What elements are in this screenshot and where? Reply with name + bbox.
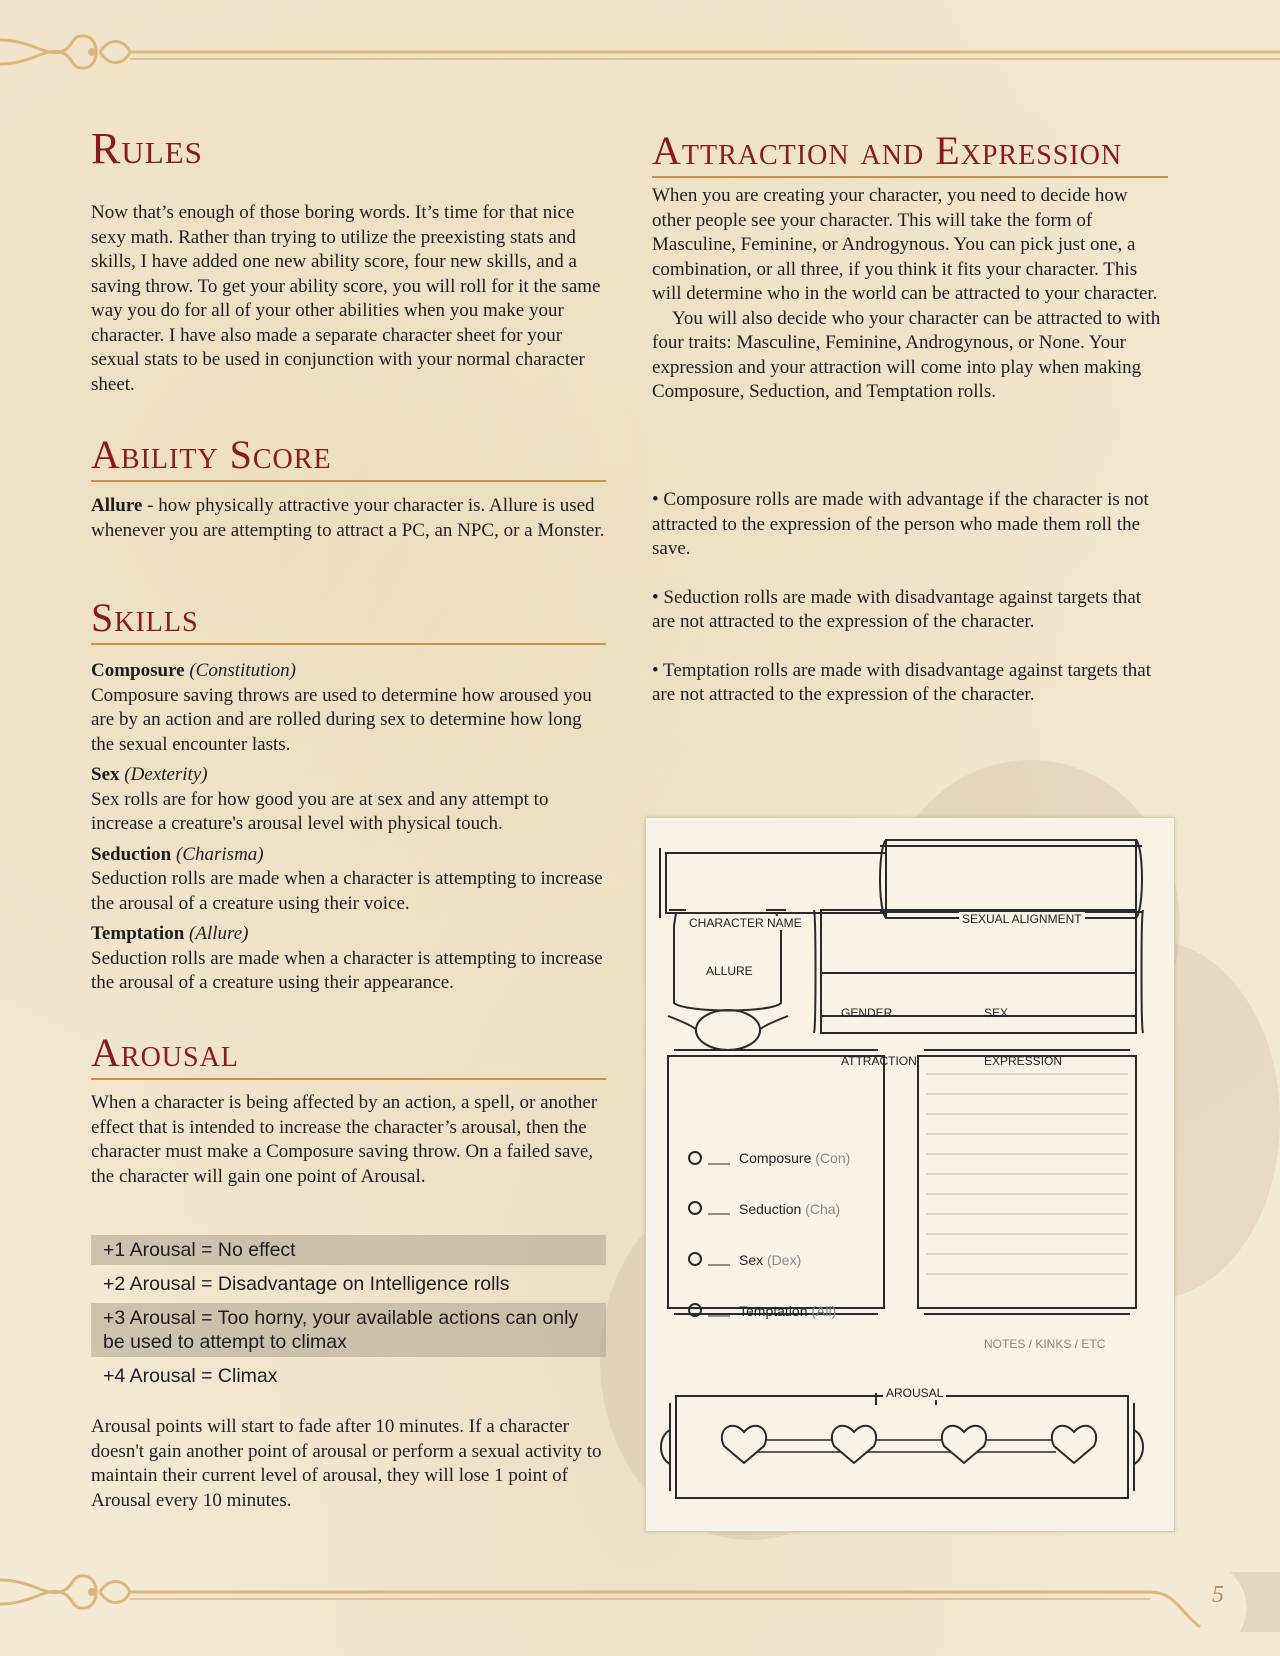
sheet-skill-sex: Sex (Dex) xyxy=(739,1252,802,1268)
skill-temptation xyxy=(91,922,606,996)
skill-sex xyxy=(91,763,606,837)
arousal-level-row: +2 Arousal = Disadvantage on Intelligence rolls xyxy=(103,1273,510,1295)
arousal-level-row: +3 Arousal = Too horny, your available actions can only be used to attempt to climax xyxy=(91,1303,606,1357)
character-sheet xyxy=(645,817,1175,1532)
expression-label: EXPRESSION xyxy=(984,1054,1063,1068)
skills-heading: Skills xyxy=(91,595,606,645)
skill-composure xyxy=(91,659,606,757)
sex-label: SEX xyxy=(984,1006,1009,1020)
skill-description: Composure saving throws are used to determine how aroused you are by an action and are rolled during sex to determine how long the sexual encounter lasts. xyxy=(91,684,592,755)
sheet-skill-temptation: Temptation (All) xyxy=(739,1303,837,1319)
skill-seduction xyxy=(91,843,606,917)
skills-list xyxy=(91,659,606,1002)
bullet-item: • Seduction rolls are made with disadvantage against targets that are not attracted to the expression of the character. xyxy=(652,586,1142,632)
allure-term: Allure xyxy=(91,495,143,516)
allure-description: - how physically attractive your character is. Allure is used whenever you are attempting to attract a PC, an NPC, or a Monster. xyxy=(91,495,605,541)
arousal-level-row: +4 Arousal = Climax xyxy=(103,1365,278,1387)
character-name-label: CHARACTER NAME xyxy=(686,916,805,930)
rules-section xyxy=(91,201,606,397)
skill-ability: (Constitution) xyxy=(189,660,296,681)
arousal-paragraph: When a character is being affected by an action, a spell, or another effect that is intended to increase the character’s arousal, then the character must make a Composure saving throw. On a failed save, the character will gain one point of Arousal. xyxy=(91,1092,598,1187)
skill-ability: (Charisma) xyxy=(171,843,264,865)
rules-heading: Rules xyxy=(91,124,203,173)
skill-name: Sex xyxy=(91,764,120,785)
attraction-bullets xyxy=(652,488,1168,732)
arousal-fade-paragraph: Arousal points will start to fade after 10 minutes. If a character doesn't gain another point of arousal or perform a sexual activity to maintain their current level of arousal, they will lose 1 point of Arousal every 10 minutes. xyxy=(91,1416,602,1511)
notes-label: NOTES / KINKS / ETC xyxy=(984,1337,1106,1351)
attraction-section xyxy=(652,184,1168,405)
top-ornament xyxy=(0,22,1280,82)
bullet-item: • Composure rolls are made with advantage if the character is not attracted to the expression of the person who made them roll the save. xyxy=(652,489,1149,559)
arousal-heading: Arousal xyxy=(91,1030,606,1080)
arousal-sheet-label: AROUSAL xyxy=(883,1386,946,1400)
page-number: 5 xyxy=(1212,1582,1224,1608)
skill-name: Seduction xyxy=(91,843,172,865)
attraction-label: ATTRACTION xyxy=(841,1054,917,1068)
sexual-alignment-label: SEXUAL ALIGNMENT xyxy=(959,912,1085,926)
skill-description: Sex rolls are for how good you are at sex and any attempt to increase a creature's arousal level with physical touch. xyxy=(91,788,549,834)
skill-description: Seduction rolls are made when a character is attempting to increase the arousal of a creature using their voice. xyxy=(91,868,603,914)
rules-paragraph: Now that’s enough of those boring words. It’s time for that nice sexy math. Rather than trying to utilize the preexisting stats and skills, I have added one new ability score, four new skills, and a saving throw. To get your ability score, you will roll for it the same way you do for all of your other abilities when you make your character. I have also made a separate character sheet for your sexual stats to be used in conjunction with your normal character sheet. xyxy=(91,202,601,395)
skill-description: Seduction rolls are made when a character is attempting to increase the arousal of a creature using their appearance. xyxy=(91,947,603,993)
attraction-paragraph: You will also decide who your character can be attracted to with four traits: Masculine, Feminine, Androgynous, or None. Your expression and your attraction will come into play when making Composure, Seduction, and Temptation rolls. xyxy=(652,307,1161,402)
allure-paragraph xyxy=(91,494,606,543)
attraction-expression-heading: Attraction and Expression xyxy=(652,128,1168,178)
attraction-paragraph: When you are creating your character, you need to decide how other people see your character. This will take the form of Masculine, Feminine, or Androgynous. You can pick just one, a combination, or all three, if you think it fits your character. This will determine who in the world can be attracted to your character. xyxy=(652,185,1158,304)
allure-label: ALLURE xyxy=(706,964,753,978)
allure-section xyxy=(91,494,606,543)
arousal-level-row: +1 Arousal = No effect xyxy=(91,1235,606,1265)
sheet-skill-composure: Composure (Con) xyxy=(739,1150,851,1166)
bullet-item: • Temptation rolls are made with disadvantage against targets that are not attracted to the expression of the character. xyxy=(652,659,1152,705)
arousal-section xyxy=(91,1091,606,1189)
skill-name: Temptation xyxy=(91,923,185,944)
gender-label: GENDER xyxy=(841,1006,893,1020)
sheet-skill-seduction: Seduction (Cha) xyxy=(739,1201,841,1217)
ability-score-heading: Ability Score xyxy=(91,432,606,482)
arousal-fade-section xyxy=(91,1415,606,1513)
bottom-ornament xyxy=(0,1572,1280,1632)
skill-name: Composure xyxy=(91,660,185,681)
skill-ability: (Allure) xyxy=(184,923,249,944)
skill-ability: (Dexterity) xyxy=(119,764,208,785)
arousal-levels-table xyxy=(91,1235,606,1395)
